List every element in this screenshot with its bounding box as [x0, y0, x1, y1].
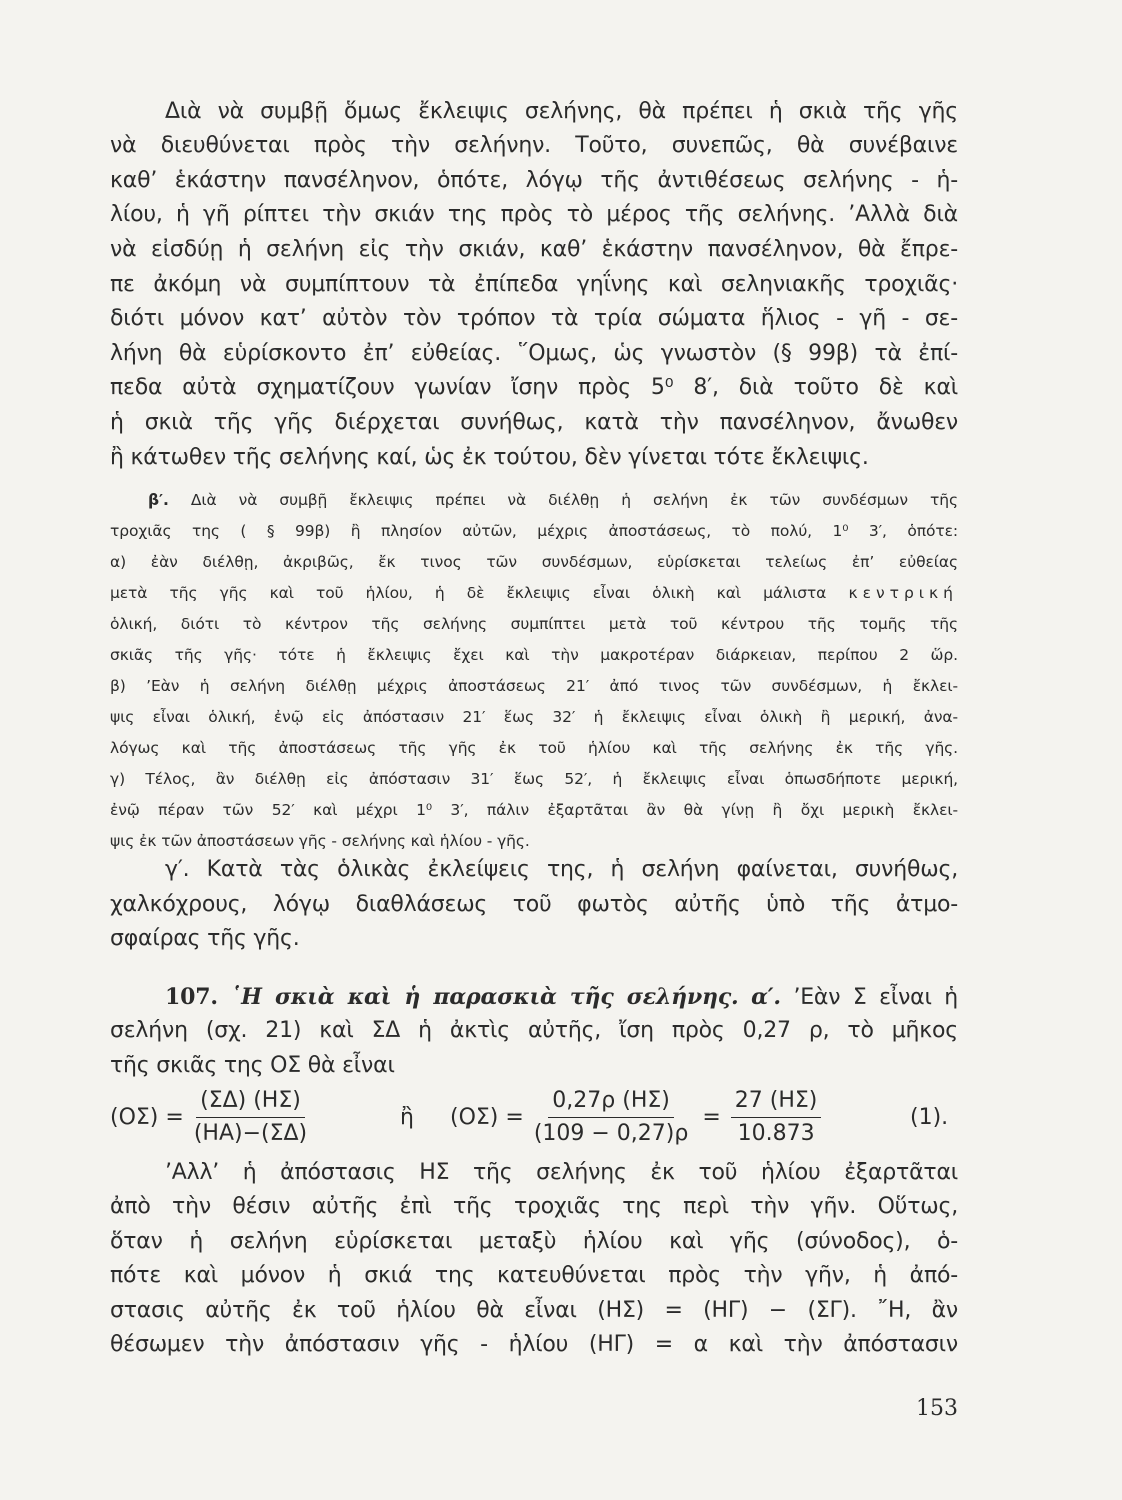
small-text-line: σκιᾶς τῆς γῆς· τότε ἡ ἔκλειψις ἔχει καὶ τὴν μακροτέραν διάρκειαν, περίπου 2 ὥρ. — [110, 646, 958, 664]
alpha-label: α′. — [751, 984, 781, 1010]
fraction — [731, 1087, 822, 1148]
fraction — [530, 1087, 693, 1148]
text-line: σφαίρας τῆς γῆς. — [110, 926, 300, 951]
text-line: σελήνη (σχ. 21) καὶ ΣΔ ἡ ἀκτὶς αὐτῆς, ἴση πρὸς 0,27 ρ, τὸ μῆκος — [110, 1018, 958, 1043]
text-line: ὅταν ἡ σελήνη εὑρίσκεται μεταξὺ ἡλίου καὶ γῆς (σύνοδος), ὁ- — [110, 1229, 958, 1254]
text-line: διότι μόνον κατ’ αὐτὸν τὸν τρόπον τὰ τρία σώματα ἥλιος - γῆ - σε- — [110, 306, 958, 331]
page-number: 153 — [916, 1396, 958, 1421]
text-line: στασις αὐτῆς ἐκ τοῦ ἡλίου θὰ εἶναι (ΗΣ) = (ΗΓ) − (ΣΓ). ῎Η, ἂν — [110, 1298, 958, 1323]
small-text-line: ψις ἐκ τῶν ἀποστάσεων γῆς - σελήνης καὶ ἡλίου - γῆς. — [110, 832, 530, 850]
fraction — [190, 1087, 311, 1148]
small-text-line: β′. Διὰ νὰ συμβῇ ἔκλειψις πρέπει νὰ διέλθῃ ἡ σελήνη ἐκ τῶν συνδέσμων τῆς — [148, 491, 958, 509]
small-text-line: γ) Τέλος, ἂν διέλθῃ εἰς ἀπόστασιν 31′ ἕως 52′, ἡ ἔκλειψις εἶναι ὁπωσδήποτε μερική, — [110, 770, 958, 788]
small-text-line: ψις εἶναι ὁλική, ἐνῷ εἰς ἀπόστασιν 21′ ἕως 32′ ἡ ἔκλειψις εἶναι ὁλικὴ ἢ μερική, ἀνα- — [110, 708, 958, 726]
small-text-line: ὁλική, διότι τὸ κέντρον τῆς σελήνης συμπίπτει μετὰ τοῦ κέντρου τῆς τομῆς τῆς — [110, 615, 958, 633]
equation-1 — [110, 1082, 958, 1152]
text-line: θέσωμεν τὴν ἀπόστασιν γῆς - ἡλίου (ΗΓ) = α καὶ τὴν ἀπόστασιν — [110, 1332, 958, 1357]
text-line: γ′. Κατὰ τὰς ὁλικὰς ἐκλείψεις της, ἡ σελήνη φαίνεται, συνήθως, — [165, 857, 958, 882]
text-line: χαλκόχρους, λόγῳ διαθλάσεως τοῦ φωτὸς αὐτῆς ὑπὸ τῆς ἀτμο- — [110, 892, 958, 917]
text-line: πε ἀκόμη νὰ συμπίπτουν τὰ ἐπίπεδα γηΐνης καὶ σεληνιακῆς τροχιᾶς· — [110, 272, 958, 297]
small-text-line: μετὰ τῆς γῆς καὶ τοῦ ἡλίου, ἡ δὲ ἔκλειψις εἶναι ὁλικὴ καὶ μάλιστα κεντρική — [110, 584, 958, 602]
numerator: (ΣΔ) (ΗΣ) — [196, 1087, 305, 1118]
section-heading-line: 107. ῾Η σκιὰ καὶ ἡ παρασκιὰ τῆς σελήνης. α′. ’Εὰν Σ εἶναι ἡ — [165, 984, 959, 1010]
denominator: (ΗΑ)−(ΣΔ) — [193, 1120, 308, 1146]
text-line: Διὰ νὰ συμβῇ ὅμως ἔκλειψις σελήνης, θὰ πρέπει ἡ σκιὰ τῆς γῆς — [165, 99, 958, 124]
equation-or: ἢ — [400, 1104, 414, 1130]
denominator: 10.873 — [737, 1120, 815, 1146]
equation-part-2: (ΟΣ) = $\frac{0,27\rho (H\Sigma)}{(109 - 0,27)\rho}$ = $\frac{27 (H\Sigma)}{10.873}$ — [450, 1082, 827, 1152]
small-text-line: β) ’Εὰν ἡ σελήνη διέλθῃ μέχρις ἀποστάσεως 21′ ἀπό τινος τῶν συνδέσμων, ἡ ἔκλει- — [110, 677, 958, 695]
text-line: καθ’ ἑκάστην πανσέληνον, ὁπότε, λόγῳ τῆς ἀντιθέσεως σελήνης - ἡ- — [110, 168, 958, 193]
text-line: πότε καὶ μόνον ἡ σκιά της κατευθύνεται πρὸς τὴν γῆν, ἡ ἀπό- — [110, 1263, 958, 1288]
text-line: λήνη θὰ εὑρίσκοντο ἐπ’ εὐθείας. ῞Ομως, ὡς γνωστὸν (§ 99β) τὰ ἐπί- — [110, 341, 958, 366]
text-line: ἀπὸ τὴν θέσιν αὐτῆς ἐπὶ τῆς τροχιᾶς της περὶ τὴν γῆν. Οὕτως, — [110, 1194, 958, 1219]
small-text-line: λόγως καὶ τῆς ἀποστάσεως τῆς γῆς ἐκ τοῦ ἡλίου καὶ τῆς σελήνης ἐκ τῆς γῆς. — [110, 739, 958, 757]
beta-label: β′. — [148, 491, 169, 509]
text-line: τῆς σκιᾶς της ΟΣ θὰ εἶναι — [110, 1053, 395, 1078]
text-line: νὰ διευθύνεται πρὸς τὴν σελήνην. Τοῦτο, συνεπῶς, θὰ συνέβαινε — [110, 133, 958, 158]
equation-part-1: (ΟΣ) = $\frac{(\Sigma\Delta) (H\Sigma)}{(HA)-(\Sigma\Delta)}$ — [110, 1082, 317, 1152]
numerator: 0,27ρ (ΗΣ) — [548, 1087, 674, 1118]
text-line: πεδα αὐτὰ σχηματίζουν γωνίαν ἴσην πρὸς 5⁰ 8′, διὰ τοῦτο δὲ καὶ — [110, 375, 958, 400]
emphasis-kentriki: κεντρική — [848, 584, 958, 602]
equation-label: (1). — [910, 1104, 949, 1130]
text-line: ἡ σκιὰ τῆς γῆς διέρχεται συνήθως, κατὰ τὴν πανσέληνον, ἄνωθεν — [110, 410, 958, 435]
text-line: ἢ κάτωθεν τῆς σελήνης καί, ὡς ἐκ τούτου, δὲν γίνεται τότε ἔκλειψις. — [110, 445, 869, 470]
denominator: (109 − 0,27)ρ — [533, 1120, 689, 1146]
small-text-line: ἐνῷ πέραν τῶν 52′ καὶ μέχρι 1⁰ 3′, πάλιν ἐξαρτᾶται ἂν θὰ γίνῃ ἢ ὄχι μερικὴ ἔκλει- — [110, 801, 958, 819]
small-text-line: α) ἐὰν διέλθῃ, ἀκριβῶς, ἔκ τινος τῶν συνδέσμων, εὑρίσκεται τελείως ἐπ’ εὐθείας — [110, 553, 958, 571]
text-line: λίου, ἡ γῆ ρίπτει τὴν σκιάν της πρὸς τὸ μέρος τῆς σελήνης. ’Αλλὰ διὰ — [110, 202, 958, 227]
numerator: 27 (ΗΣ) — [731, 1087, 822, 1118]
section-number: 107. — [165, 984, 218, 1010]
text-line: ’Αλλ’ ἡ ἀπόστασις ΗΣ τῆς σελήνης ἐκ τοῦ ἡλίου ἐξαρτᾶται — [165, 1160, 958, 1185]
text-line: νὰ εἰσδύῃ ἡ σελήνη εἰς τὴν σκιάν, καθ’ ἑκάστην πανσέληνον, θὰ ἔπρε- — [110, 237, 958, 262]
small-text-line: τροχιᾶς της ( § 99β) ἢ πλησίον αὐτῶν, μέχρις ἀποστάσεως, τὸ πολύ, 1⁰ 3′, ὁπότε: — [110, 522, 958, 540]
section-title: ῾Η σκιὰ καὶ ἡ παρασκιὰ τῆς σελήνης. — [230, 984, 739, 1010]
